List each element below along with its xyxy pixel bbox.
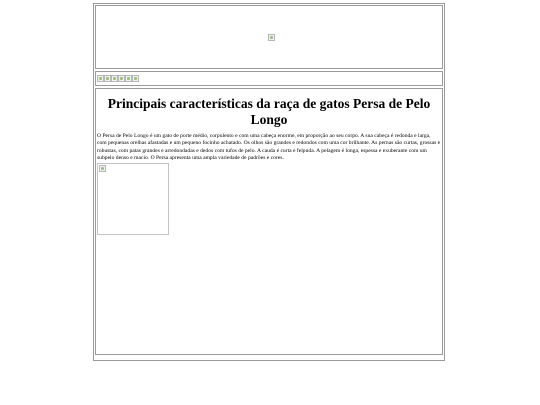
page-title: Principais características da raça de gatos Persa de Pelo Longo — [107, 96, 431, 127]
nav-link-3-broken-image-icon[interactable] — [111, 75, 118, 82]
nav-link-1-broken-image-icon[interactable] — [97, 75, 104, 82]
nav-link-4-broken-image-icon[interactable] — [118, 75, 125, 82]
main-content — [95, 88, 443, 355]
page-frame — [93, 3, 445, 361]
nav-link-2-broken-image-icon[interactable] — [104, 75, 111, 82]
nav-bar — [95, 71, 443, 86]
banner-broken-image-icon — [268, 34, 275, 41]
nav-link-5-broken-image-icon[interactable] — [125, 75, 132, 82]
cat-photo — [97, 163, 169, 235]
photo-broken-image-icon — [99, 165, 106, 172]
description-paragraph: O Persa de Pelo Longo é um gato de porte médio, corpulento e com uma cabeça enorme, em proporção ao seu corpo. A sua cabeça é redonda e larga, com pequenas orelhas afastadas e um pequeno focinho achatado. Os olhos são grandes e redondos com uma cor brilhante. As pernas são curtas, grossas e robustas, com patas grandes e arredondadas e dedos com tufos de pelo. A cauda é curta e felpuda. A pelagem é longa, espessa e exuberante com um subpelo denso e macio. O Persa apresenta uma ampla variedade de padrões e cores. — [97, 133, 441, 162]
nav-link-6-broken-image-icon[interactable] — [132, 75, 139, 82]
header-banner — [95, 5, 443, 69]
